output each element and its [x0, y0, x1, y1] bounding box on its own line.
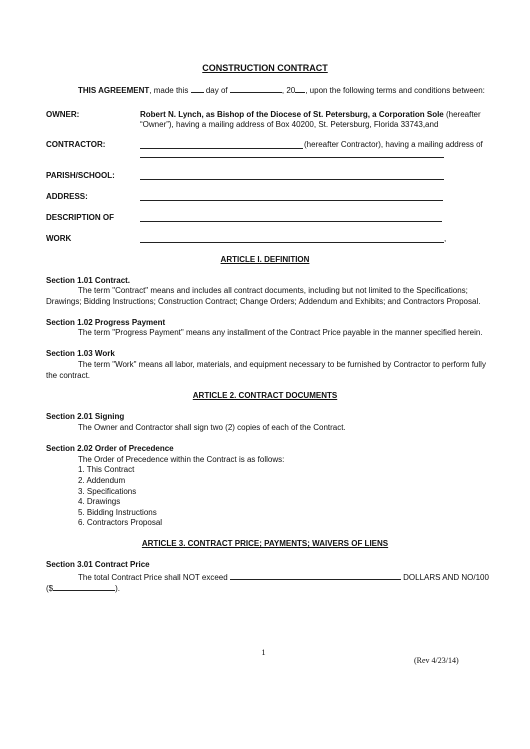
- precedence-item: 4. Drawings: [78, 497, 121, 506]
- owner-line-1: [140, 110, 481, 120]
- contract-price-text-end: DOLLARS AND NO/100: [400, 573, 489, 582]
- section-202-heading: Section 2.02 Order of Precedence: [46, 444, 174, 453]
- parish-blank[interactable]: [140, 179, 444, 180]
- work-blank[interactable]: [140, 242, 444, 243]
- section-202-line-1: The Order of Precedence within the Contract is as follows:: [78, 455, 285, 464]
- month-blank[interactable]: [230, 84, 282, 93]
- contractor-address-blank[interactable]: [140, 157, 444, 158]
- page-number: 1: [261, 647, 266, 657]
- section-103-line-1: The term "Work" means all labor, materials, and equipment necessary to be furnished by Contractor to perform fully: [78, 360, 486, 369]
- precedence-item: 5. Bidding Instructions: [78, 508, 157, 517]
- work-end-comma: ,: [444, 234, 447, 243]
- address-label: ADDRESS:: [46, 192, 88, 201]
- agreement-text-1: , made this: [149, 86, 191, 95]
- agreement-line: [78, 84, 485, 96]
- section-102-heading: Section 1.02 Progress Payment: [46, 318, 166, 327]
- parish-label: PARISH/SCHOOL:: [46, 171, 115, 180]
- price-dollar-open: ($: [46, 584, 54, 593]
- revision-note: (Rev 4/23/14): [414, 656, 459, 665]
- owner-name: Robert N. Lynch, as Bishop of the Diocese of St. Petersburg, a Corporation Sole: [140, 110, 444, 119]
- section-101-line-1: The term "Contract" means and includes all contract documents, including but not limited to the Specifications;: [78, 286, 468, 295]
- section-301-heading: Section 3.01 Contract Price: [46, 560, 150, 569]
- price-close: ).: [115, 584, 121, 593]
- agreement-text-3: , 20: [281, 86, 296, 95]
- section-102-line-1: The term "Progress Payment" means any installment of the Contract Price payable in the manner specified herein.: [78, 328, 483, 337]
- owner-label: OWNER:: [46, 110, 80, 119]
- section-103-heading: Section 1.03 Work: [46, 349, 115, 358]
- day-blank[interactable]: [191, 84, 204, 93]
- section-201-heading: Section 2.01 Signing: [46, 412, 125, 421]
- document-title: CONSTRUCTION CONTRACT: [202, 63, 328, 73]
- article1-heading: ARTICLE I. DEFINITION: [220, 255, 310, 264]
- section-101-line-2: Drawings; Bidding Instructions; Construction Contract; Change Orders; Addendum and Exhibits; and Contractors Proposal.: [46, 297, 481, 306]
- agreement-text-4: , upon the following terms and conditions between:: [305, 86, 485, 95]
- section-201-line-1: The Owner and Contractor shall sign two (2) copies of each of the Contract.: [78, 423, 346, 432]
- contract-price-text: The total Contract Price shall NOT exceed: [78, 573, 230, 582]
- section-301-line-2: [46, 582, 120, 594]
- description-blank[interactable]: [140, 221, 442, 222]
- address-blank[interactable]: [140, 200, 443, 201]
- contract-price-words-blank[interactable]: [230, 571, 401, 580]
- contractor-name-blank[interactable]: [140, 148, 303, 149]
- precedence-item: 3. Specifications: [78, 487, 137, 496]
- contractor-text: (hereafter Contractor), having a mailing address of: [304, 140, 483, 149]
- year-blank[interactable]: [295, 84, 305, 93]
- work-label: WORK: [46, 234, 72, 243]
- agreement-text-2: day of: [203, 86, 230, 95]
- contractor-label: CONTRACTOR:: [46, 140, 106, 149]
- description-label: DESCRIPTION OF: [46, 213, 115, 222]
- article3-heading: ARTICLE 3. CONTRACT PRICE; PAYMENTS; WAIVERS OF LIENS: [141, 539, 389, 548]
- precedence-item: 2. Addendum: [78, 476, 126, 485]
- precedence-item: 1. This Contract: [78, 465, 135, 474]
- article2-heading: ARTICLE 2. CONTRACT DOCUMENTS: [192, 391, 338, 400]
- section-301-line-1: [78, 571, 489, 583]
- precedence-item: 6. Contractors Proposal: [78, 518, 163, 527]
- agreement-lead: THIS AGREEMENT: [78, 86, 150, 95]
- section-103-line-2: the contract.: [46, 371, 91, 380]
- owner-line-2: “Owner”), having a mailing address of Box 40200, St. Petersburg, Florida 33743,and: [140, 120, 439, 129]
- contract-price-amount-blank[interactable]: [53, 582, 115, 591]
- section-101-heading: Section 1.01 Contract.: [46, 276, 131, 285]
- owner-text-1: (hereafter: [443, 110, 481, 119]
